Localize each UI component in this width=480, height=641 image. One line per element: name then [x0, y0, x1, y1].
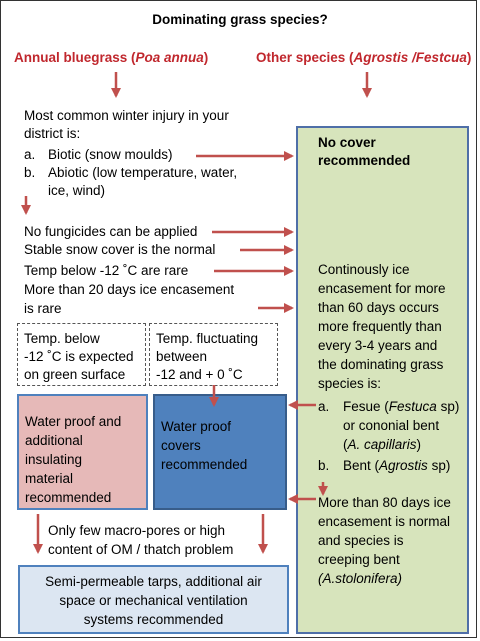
- bottom-line-3: systems recommended: [83, 612, 224, 627]
- continuous-ice-line-3: than 60 days occurs: [318, 300, 439, 315]
- winter-injury-b-text-1: Abiotic (low temperature, water,: [48, 165, 238, 180]
- winter-injury-intro-1: Most common winter injury in your: [24, 108, 229, 123]
- temp-below-line-1: Temp. below: [24, 331, 100, 346]
- condition-stable-snow: Stable snow cover is the normal: [24, 242, 216, 257]
- left-heading-prefix: Annual bluegrass (: [14, 50, 136, 65]
- more-80-line-3: and species is: [318, 533, 404, 548]
- temp-fluct-line-3: -12 and + 0 ˚C: [156, 367, 243, 382]
- macro-pores-line-2: content of OM / thatch problem: [48, 542, 234, 557]
- no-cover-line-2: recommended: [318, 153, 411, 168]
- left-heading-suffix: ): [203, 50, 209, 65]
- diagram-title: Dominating grass species?: [152, 12, 328, 27]
- macro-pores-line-1: Only few macro-pores or high: [48, 523, 226, 538]
- no-cover-line-1: No cover: [318, 135, 376, 150]
- species-b-genus: Agrostis: [379, 458, 428, 473]
- temp-fluct-line-1: Temp. fluctuating: [156, 331, 259, 346]
- blue-line-1: Water proof: [161, 419, 232, 434]
- winter-injury-b-text-2: ice, wind): [48, 183, 106, 198]
- species-a-line-2: or cononial bent: [343, 418, 440, 433]
- bottom-line-1: Semi-permeable tarps, additional air: [45, 574, 262, 589]
- pink-line-4: material: [25, 471, 74, 486]
- species-a-label: a.: [318, 399, 330, 414]
- blue-line-2: covers: [161, 438, 201, 453]
- species-b-suffix: sp): [427, 458, 451, 473]
- species-a3-name: A. capillaris: [347, 437, 417, 452]
- temp-below-line-3: on green surface: [24, 367, 126, 382]
- winter-injury-a-label: a.: [24, 147, 36, 162]
- more-80-line-2: encasement is normal: [318, 514, 451, 529]
- species-a3-prefix: (: [343, 437, 348, 452]
- continuous-ice-line-1: Continously ice: [318, 262, 410, 277]
- more-80-line-4: creeping bent: [318, 552, 400, 567]
- species-a-genus: Festuca: [388, 399, 437, 414]
- condition-temp-rare: Temp below -12 ˚C are rare: [24, 263, 189, 278]
- condition-ice-20-days-1: More than 20 days ice encasement: [24, 282, 235, 297]
- more-80-line-1: More than 80 days ice: [318, 495, 451, 510]
- continuous-ice-line-6: the dominating grass: [318, 357, 444, 372]
- continuous-ice-line-2: encasement for more: [318, 281, 446, 296]
- winter-injury-intro-2: district is:: [24, 126, 81, 141]
- bottom-line-2: space or mechanical ventilation: [59, 593, 248, 608]
- winter-injury-b-label: b.: [24, 165, 36, 180]
- pink-line-3: insulating: [25, 452, 83, 467]
- temp-below-line-2: -12 ˚C is expected: [24, 349, 134, 364]
- temp-fluct-line-2: between: [156, 349, 208, 364]
- blue-line-3: recommended: [161, 457, 248, 472]
- condition-ice-20-days-2: is rare: [24, 301, 62, 316]
- continuous-ice-line-4: more frequently than: [318, 319, 442, 334]
- continuous-ice-line-7: species is:: [318, 376, 382, 391]
- species-b-prefix: Bent (: [343, 458, 380, 473]
- pink-line-1: Water proof and: [25, 414, 122, 429]
- right-heading-prefix: Other species (: [256, 50, 354, 65]
- left-heading-species: Poa annua: [135, 50, 204, 65]
- condition-no-fungicides: No fungicides can be applied: [24, 224, 198, 239]
- pink-line-5: recommended: [25, 490, 112, 505]
- right-heading-species: Agrostis /Festcua: [353, 50, 467, 65]
- pink-line-2: additional: [25, 433, 83, 448]
- more-80-species: (A.stolonifera): [318, 571, 403, 586]
- winter-injury-a-text: Biotic (snow moulds): [48, 147, 173, 162]
- continuous-ice-line-5: every 3-4 years and: [318, 338, 438, 353]
- species-b-label: b.: [318, 458, 330, 473]
- species-a-prefix: Fesue (: [343, 399, 389, 414]
- right-heading-suffix: ): [466, 50, 472, 65]
- species-a-suffix: sp): [436, 399, 460, 414]
- species-a3-suffix: ): [416, 437, 422, 452]
